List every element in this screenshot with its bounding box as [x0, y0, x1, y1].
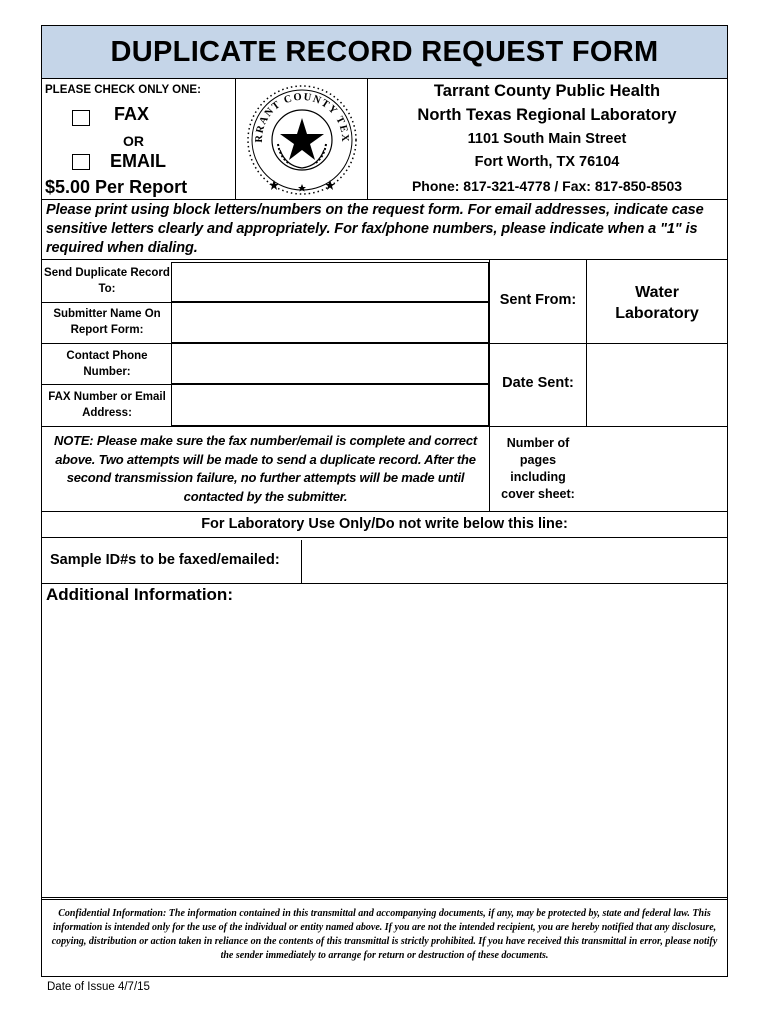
- seal-icon: [244, 84, 360, 196]
- divider: [42, 511, 727, 512]
- num-pages-label: Number of pages including cover sheet:: [501, 436, 575, 501]
- issue-date: Date of Issue 4/7/15: [47, 981, 150, 993]
- date-sent-label: Date Sent:: [502, 375, 574, 391]
- seal-text: RRANT COUNTY TEX: [253, 91, 351, 144]
- divider: [42, 343, 171, 344]
- price-label: $5.00 Per Report: [45, 177, 188, 197]
- contact-phone-field[interactable]: [171, 343, 489, 384]
- sample-ids-label: Sample ID#s to be faxed/emailed:: [50, 552, 280, 568]
- sent-from-label: Sent From:: [499, 292, 577, 308]
- fax-checkbox[interactable]: [72, 110, 90, 126]
- or-label: OR: [123, 133, 144, 149]
- county-seal: [244, 84, 360, 196]
- divider: [42, 537, 727, 538]
- divider: [235, 79, 236, 199]
- num-pages-field[interactable]: [587, 427, 726, 511]
- divider: [42, 897, 727, 900]
- divider: [42, 384, 171, 385]
- divider: [42, 199, 727, 200]
- divider: [42, 302, 171, 303]
- sent-from-value: Water Laboratory: [615, 284, 699, 322]
- check-one-label: PLEASE CHECK ONLY ONE:: [45, 84, 201, 96]
- fax-label: FAX: [114, 104, 150, 124]
- sample-ids-field[interactable]: [301, 540, 726, 583]
- divider: [42, 426, 489, 427]
- date-sent-field[interactable]: [587, 344, 726, 426]
- submitter-field[interactable]: [171, 302, 489, 343]
- additional-label: Additional Information:: [46, 585, 233, 604]
- email-checkbox[interactable]: [72, 154, 90, 170]
- email-label: EMAIL: [110, 151, 166, 171]
- additional-field[interactable]: [43, 610, 726, 895]
- send-to-label: Send Duplicate Record To:: [44, 267, 170, 295]
- send-to-field[interactable]: [171, 262, 489, 302]
- divider: [42, 583, 727, 584]
- fax-email-label: FAX Number or Email Address:: [48, 391, 166, 419]
- divider: [42, 259, 727, 260]
- lab-use-label: For Laboratory Use Only/Do not write below this line:: [201, 516, 568, 532]
- org-name: Tarrant County Public Health: [433, 82, 661, 100]
- submitter-label: Submitter Name On Report Form:: [53, 308, 161, 336]
- org-city: Fort Worth, TX 76104: [474, 154, 620, 170]
- fax-email-field[interactable]: [171, 384, 489, 426]
- org-street: 1101 South Main Street: [467, 131, 627, 147]
- note-text: NOTE: Please make sure the fax number/email is complete and correct above. Two attempts will be made to send a duplicate record. After the second transmission failure, no further attempts will be made until contacted by the submitter.: [54, 433, 477, 504]
- form-title: DUPLICATE RECORD REQUEST FORM: [42, 26, 727, 79]
- org-lab: North Texas Regional Laboratory: [417, 106, 677, 124]
- org-phone-fax: Phone: 817-321-4778 / Fax: 817-850-8503: [411, 178, 683, 194]
- instructions: Please print using block letters/numbers on the request form. For email addresses, indicate case sensitive letters clearly and appropriately. For fax/phone numbers, please indicate when a "1" is required when dialing.: [46, 202, 704, 256]
- contact-phone-label: Contact Phone Number:: [66, 350, 148, 378]
- confidential-notice: Confidential Information: The information contained in this transmittal and accompanying documents, if any, may be protected by, state and federal law. This information is intended only for the use of the individual or entity named above. If you are not the intended recipient, you are hereby notified that any disclosure, copying, distribution or action taken in reliance on the contents of this transmittal is strictly prohibited. If you have received this transmittal in error, please notify the sender immediately to arrange for return or destruction of these documents.: [51, 908, 718, 961]
